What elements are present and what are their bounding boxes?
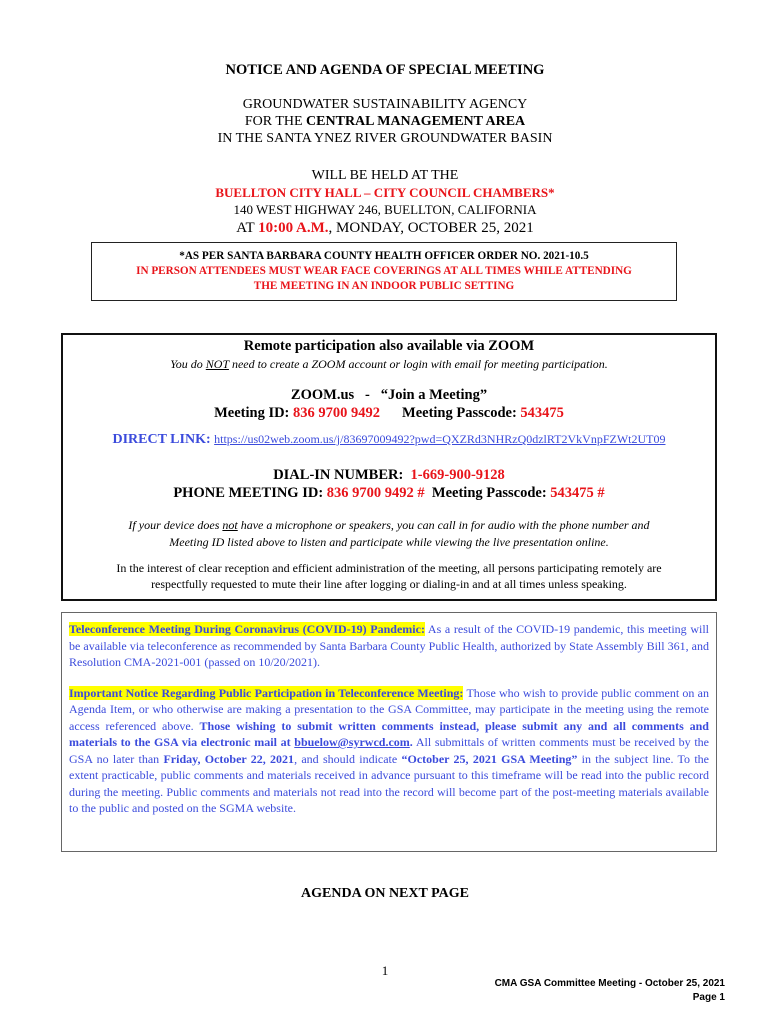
teleconference-paragraph bbox=[69, 621, 709, 671]
dial-in-info bbox=[63, 466, 715, 502]
zoom-join-info bbox=[63, 386, 715, 422]
footer-page-label: Page 1 bbox=[692, 992, 725, 1003]
meeting-datetime bbox=[0, 220, 770, 237]
direct-link[interactable]: https://us02web.zoom.us/j/83697009492?pwd=QXZRd3NHRzQ0dzlRT2VkVnpFZWt2UT09 bbox=[214, 432, 666, 446]
direct-link-label: DIRECT LINK: bbox=[112, 432, 215, 447]
no-mic-line-1 bbox=[63, 517, 715, 534]
email-link[interactable]: bbuelow@syrwcd.com bbox=[294, 735, 410, 749]
page-footer bbox=[495, 977, 725, 1005]
zoom-heading: Remote participation also available via ZOOM bbox=[243, 338, 535, 354]
footer-meeting-title: CMA GSA Committee Meeting - October 25, 2021 bbox=[494, 978, 725, 989]
phone-id-label: PHONE MEETING ID: bbox=[173, 485, 327, 501]
agency-heading bbox=[0, 96, 770, 147]
teleconference-heading: Teleconference Meeting During Coronavirus (COVID-19) Pandemic: bbox=[69, 622, 425, 636]
public-participation-paragraph bbox=[69, 685, 709, 817]
mute-request bbox=[63, 560, 715, 592]
submission-deadline: Friday, October 22, 2021 bbox=[163, 751, 295, 766]
document-title: NOTICE AND AGENDA OF SPECIAL MEETING bbox=[225, 62, 545, 78]
zoom-account-note bbox=[63, 357, 715, 372]
health-order-box bbox=[91, 242, 677, 301]
passcode: 543475 bbox=[520, 405, 564, 421]
phone-passcode: 543475 # bbox=[550, 485, 605, 501]
teleconference-text: As a result of the COVID-19 pandemic, this meeting will be available via teleconference as recommended by Santa Barbara County Public Health, authorized by State Assembly Bill 361, and Resolution CMA-2021-001 (passed on 10/20/2021). bbox=[69, 622, 709, 669]
phone-passcode-label: Meeting Passcode: bbox=[424, 485, 551, 501]
zoom-join-line: ZOOM.us - “Join a Meeting” bbox=[290, 387, 488, 403]
health-order-line-2: IN PERSON ATTENDEES MUST WEAR FACE COVERINGS AT ALL TIMES WHILE ATTENDING bbox=[136, 265, 632, 277]
subject-line: “October 25, 2021 GSA Meeting” bbox=[401, 751, 578, 766]
meeting-time: 10:00 A.M. bbox=[258, 220, 329, 236]
page-number: 1 bbox=[381, 963, 389, 978]
phone-meeting-row bbox=[63, 484, 715, 502]
zoom-note-not: NOT bbox=[205, 357, 229, 371]
dial-in-label: DIAL-IN NUMBER: bbox=[273, 467, 411, 483]
zoom-note-suffix: need to create a ZOOM account or login with email for meeting participation. bbox=[228, 357, 608, 371]
meeting-id-label: Meeting ID: bbox=[214, 405, 294, 421]
held-at-label: WILL BE HELD AT THE bbox=[311, 168, 459, 183]
no-mic-prefix: If your device does bbox=[128, 518, 223, 532]
health-order-line-3: THE MEETING IN AN INDOOR PUBLIC SETTING bbox=[253, 280, 515, 292]
written-comments-instructions: Those wishing to submit written comments instead, please submit any and all comments and materials to the GSA via electronic mail at bbox=[69, 718, 709, 749]
address: 140 WEST HIGHWAY 246, BUELLTON, CALIFORNIA bbox=[233, 202, 537, 217]
health-order-line-1: *AS PER SANTA BARBARA COUNTY HEALTH OFFICER ORDER NO. 2021-10.5 bbox=[179, 250, 589, 262]
phone-id: 836 9700 9492 # bbox=[326, 485, 425, 501]
no-mic-suffix: have a microphone or speakers, you can call in for audio with the phone number and bbox=[237, 518, 650, 532]
agency-area: CENTRAL MANAGEMENT AREA bbox=[306, 114, 526, 129]
at-prefix: AT bbox=[236, 220, 259, 236]
agency-line-3: IN THE SANTA YNEZ RIVER GROUNDWATER BASIN bbox=[217, 131, 553, 146]
meeting-date: , MONDAY, OCTOBER 25, 2021 bbox=[328, 220, 534, 236]
participation-text-3: , and should indicate bbox=[294, 751, 402, 766]
dial-in-number: 1-669-900-9128 bbox=[410, 467, 505, 483]
agency-line-1: GROUNDWATER SUSTAINABILITY AGENCY bbox=[242, 97, 528, 112]
zoom-participation-box bbox=[61, 333, 717, 601]
meeting-id: 836 9700 9492 bbox=[293, 405, 381, 421]
mute-line-2: respectfully requested to mute their line after logging or dialing-in and at all times unless speaking. bbox=[151, 577, 627, 591]
mute-line-1: In the interest of clear reception and efficient administration of the meeting, all persons participating remotely are bbox=[116, 561, 662, 575]
meeting-location bbox=[0, 167, 770, 237]
direct-link-row bbox=[63, 432, 715, 448]
teleconference-notice-box bbox=[61, 612, 717, 852]
zoom-meeting-ids bbox=[63, 404, 715, 422]
no-microphone-note bbox=[63, 517, 715, 551]
public-participation-heading: Important Notice Regarding Public Participation in Teleconference Meeting: bbox=[69, 685, 464, 700]
agenda-next-page-note: AGENDA ON NEXT PAGE bbox=[301, 886, 469, 901]
agency-line-2-prefix: FOR THE bbox=[244, 114, 307, 129]
zoom-note-prefix: You do bbox=[170, 357, 206, 371]
participation-text-1: Those who wish to provide public comment on an Agenda Item, or who otherwise are making a presentation to the GSA Committee, may participate in the meeting using the remote access referenced above. bbox=[69, 685, 710, 733]
dial-in-row bbox=[63, 466, 715, 484]
venue: BUELLTON CITY HALL – CITY COUNCIL CHAMBERS* bbox=[215, 185, 555, 200]
no-mic-line-2: Meeting ID listed above to listen and participate while viewing the live presentation online. bbox=[169, 535, 609, 549]
agency-line-2 bbox=[0, 113, 770, 130]
participation-text-4: in the subject line. To the extent practicable, public comments and materials received in advance pursuant to this timeframe will be read into the public record during the meeting. Public comments and materials not read into the record will become part of the post-meeting materials available to the public and posted on the SGMA website. bbox=[69, 751, 709, 815]
no-mic-not: not bbox=[222, 518, 238, 532]
passcode-label: Meeting Passcode: bbox=[402, 405, 521, 421]
email-period: . bbox=[409, 735, 413, 749]
participation-text-2: All submittals of written comments must be received by the GSA no later than bbox=[69, 735, 709, 766]
